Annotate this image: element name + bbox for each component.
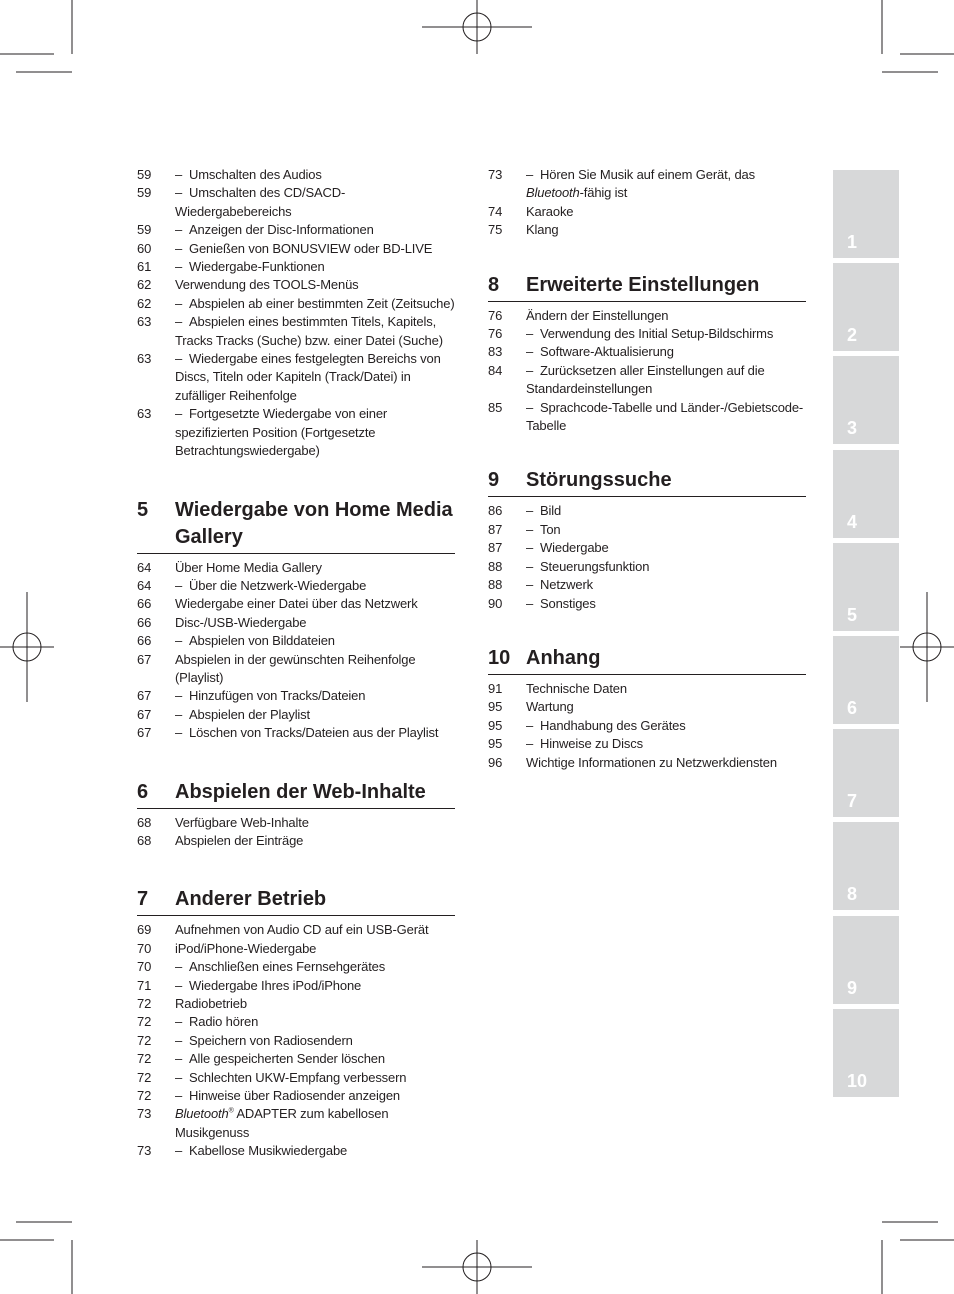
entry-text: – Umschalten des Audios — [175, 166, 455, 184]
dash-marker: – — [175, 1032, 183, 1048]
entry-text: – Hinzufügen von Tracks/Dateien — [175, 687, 455, 705]
dash-marker: – — [175, 351, 183, 367]
entry-text: – Speichern von Radiosendern — [175, 1032, 455, 1050]
chapter-number: 7 — [137, 888, 149, 911]
toc-entry[interactable] — [137, 958, 455, 976]
toc-entry[interactable] — [488, 698, 806, 716]
page-number: 63 — [137, 406, 152, 422]
entry-text: Karaoke — [526, 203, 574, 219]
dash-marker: – — [175, 977, 183, 993]
entry-text: – Abspielen eines bestimmten Titels, Kapitels, Tracks Tracks (Suche) bzw. einer Datei (Suche) — [175, 314, 443, 348]
entry-text: Über Home Media Gallery — [175, 559, 322, 575]
page-number: 73 — [488, 167, 503, 182]
toc-entry[interactable] — [488, 502, 806, 520]
page-number: 72 — [137, 1069, 152, 1085]
page-number: 63 — [137, 351, 152, 367]
entry-text: – Wiedergabe Ihres iPod/iPhone — [175, 977, 455, 995]
page-number: 87 — [488, 540, 503, 556]
page-number: 76 — [488, 307, 503, 323]
toc-entry[interactable] — [137, 977, 455, 995]
toc-entry[interactable] — [137, 1142, 455, 1160]
entry-text: – Steuerungsfunktion — [526, 558, 806, 576]
entry-text: – Sprachcode-Tabelle und Länder-/Gebietscode-Tabelle — [526, 399, 804, 434]
chapter-tab-3[interactable] — [833, 356, 899, 444]
chapter-title: Erweiterte Einstellungen — [526, 273, 760, 296]
chapter-number: 9 — [488, 469, 500, 492]
entry-text: – Kabellose Musikwiedergabe — [175, 1142, 455, 1160]
toc-entry[interactable] — [488, 754, 806, 772]
chapter-number: 8 — [488, 273, 500, 296]
page-number: 63 — [137, 314, 152, 330]
dash-marker: – — [175, 706, 183, 722]
toc-entry[interactable] — [137, 1013, 455, 1031]
dash-marker: – — [175, 1051, 183, 1067]
toc-right-column — [488, 166, 806, 772]
toc-entry[interactable] — [137, 995, 455, 1013]
chapter-tab-2[interactable] — [833, 263, 899, 351]
toc-entry[interactable] — [137, 940, 455, 958]
chapter-heading — [488, 272, 806, 302]
entry-text: – Bild — [526, 502, 806, 520]
page-number: 59 — [137, 222, 152, 238]
page-number: 72 — [137, 996, 152, 1011]
chapter-heading — [137, 497, 455, 554]
toc-entry[interactable] — [137, 921, 455, 939]
entry-text: – Hinweise über Radiosender anzeigen — [175, 1087, 455, 1105]
dash-marker: – — [175, 295, 183, 311]
page-number: 64 — [137, 559, 152, 575]
entry-text: – Ton — [526, 521, 806, 539]
entry-text: – Alle gespeicherten Sender löschen — [175, 1050, 455, 1068]
entry-text: Wichtige Informationen zu Netzwerkdiensten — [526, 754, 777, 770]
page-number: 62 — [137, 295, 152, 311]
dash-marker: – — [175, 1069, 183, 1085]
toc-entry[interactable] — [137, 814, 455, 832]
toc-entry[interactable] — [137, 1105, 455, 1142]
chapter-tab-label: 9 — [847, 977, 858, 998]
chapter-title: Abspielen der Web-Inhalte — [175, 780, 426, 803]
page-number: 67 — [137, 651, 152, 667]
entry-text: – Anzeigen der Disc-Informationen — [175, 221, 455, 239]
chapter-tab-6[interactable] — [833, 636, 899, 724]
entry-text: – Genießen von BONUSVIEW oder BD-LIVE — [175, 240, 455, 258]
entry-text: – Handhabung des Gerätes — [526, 717, 806, 735]
toc-left-column — [137, 166, 455, 1161]
toc-entry[interactable] — [488, 325, 806, 343]
entry-text: Technische Daten — [526, 680, 627, 696]
page-number: 95 — [488, 699, 503, 715]
entry-text: – Schlechten UKW-Empfang verbessern — [175, 1069, 455, 1087]
toc-entry[interactable] — [137, 832, 455, 850]
chapter-number: 5 — [137, 498, 149, 521]
chapter-tab-7[interactable] — [833, 729, 899, 817]
entry-text: – Hören Sie Musik auf einem Gerät, das Bluetooth-fähig ist — [526, 167, 755, 201]
page-number: 83 — [488, 344, 503, 360]
page-number: 72 — [137, 1014, 152, 1030]
dash-marker: – — [175, 725, 183, 741]
chapter-tab-label: 3 — [847, 418, 858, 439]
entry-text: Disc-/USB-Wiedergabe — [175, 614, 307, 630]
entry-text: Radiobetrieb — [175, 996, 247, 1011]
dash-marker: – — [526, 577, 534, 593]
page-number: 70 — [137, 940, 152, 956]
toc-entry[interactable] — [137, 350, 455, 405]
chapter-title: Anderer Betrieb — [175, 888, 327, 911]
entry-text: Klang — [526, 222, 559, 238]
toc-entry[interactable] — [137, 166, 455, 184]
chapter-tab-4[interactable] — [833, 450, 899, 538]
page-number: 66 — [137, 596, 152, 612]
entry-text: – Abspielen der Playlist — [175, 706, 455, 724]
toc-entry[interactable] — [488, 343, 806, 361]
page-number: 72 — [137, 1051, 152, 1067]
toc-entry[interactable] — [488, 595, 806, 613]
dash-marker: – — [175, 314, 183, 330]
page-number: 59 — [137, 185, 152, 201]
page-number: 67 — [137, 706, 152, 722]
dash-marker: – — [526, 326, 534, 342]
entry-text: – Software-Aktualisierung — [526, 343, 806, 361]
page-number: 91 — [488, 680, 503, 696]
page-number: 61 — [137, 259, 152, 275]
page-number: 88 — [488, 577, 503, 593]
page-number: 62 — [137, 277, 152, 293]
entry-text: – Umschalten des CD/SACD-Wiedergabebereichs — [175, 185, 346, 219]
toc-entry[interactable] — [488, 166, 806, 203]
page-number: 86 — [488, 503, 503, 519]
page-number: 96 — [488, 754, 503, 770]
chapter-tab-label: 7 — [847, 791, 858, 812]
entry-text: Ändern der Einstellungen — [526, 307, 669, 323]
page-number: 76 — [488, 326, 503, 342]
toc-entry[interactable] — [488, 203, 806, 221]
toc-entry[interactable] — [488, 307, 806, 325]
dash-marker: – — [526, 344, 534, 360]
toc-entry[interactable] — [488, 576, 806, 594]
page-number: 67 — [137, 725, 152, 741]
dash-marker: – — [526, 521, 534, 537]
toc-entry[interactable] — [137, 614, 455, 632]
chapter-tab-10[interactable] — [833, 1009, 899, 1097]
entry-text: – Wiedergabe-Funktionen — [175, 258, 455, 276]
toc-entry[interactable] — [488, 521, 806, 539]
page-number: 74 — [488, 203, 503, 219]
chapter-number: 10 — [488, 646, 511, 669]
chapter-title: Wiedergabe von Home Media Gallery — [175, 498, 453, 548]
dash-marker: – — [175, 406, 183, 422]
toc-entry[interactable] — [488, 362, 806, 399]
dash-marker: – — [526, 399, 534, 415]
dash-marker: – — [526, 717, 534, 733]
toc-entry[interactable] — [137, 651, 455, 688]
page-number: 73 — [137, 1143, 152, 1159]
dash-marker: – — [175, 688, 183, 704]
toc-entry[interactable] — [137, 595, 455, 613]
toc-entry[interactable] — [488, 680, 806, 698]
page-number: 88 — [488, 558, 503, 574]
entry-text: – Fortgesetzte Wiedergabe von einer spezifizierten Position (Fortgesetzte Betrachtungswiedergabe) — [175, 406, 388, 459]
entry-text: Aufnehmen von Audio CD auf ein USB-Gerät — [175, 922, 429, 938]
toc-entry[interactable] — [137, 1087, 455, 1105]
dash-marker: – — [175, 185, 183, 201]
dash-marker: – — [175, 222, 183, 238]
toc-entry[interactable] — [137, 258, 455, 276]
entry-text: Wartung — [526, 699, 574, 715]
page-number: 59 — [137, 167, 152, 182]
toc-entry[interactable] — [137, 577, 455, 595]
dash-marker: – — [175, 167, 183, 182]
toc-entry[interactable] — [137, 184, 455, 221]
page-number: 60 — [137, 240, 152, 256]
page-number: 72 — [137, 1088, 152, 1104]
toc-entry[interactable] — [137, 1050, 455, 1068]
entry-text: – Zurücksetzen aller Einstellungen auf die Standardeinstellungen — [526, 362, 765, 397]
dash-marker: – — [175, 1088, 183, 1104]
page-number: 66 — [137, 614, 152, 630]
toc-entry[interactable] — [137, 1069, 455, 1087]
toc-entry[interactable] — [488, 717, 806, 735]
page-number: 69 — [137, 922, 152, 938]
entry-text: – Wiedergabe eines festgelegten Bereichs von Discs, Titeln oder Kapiteln (Track/Datei) in zufälliger Reihenfolge — [175, 351, 441, 403]
chapter-heading — [488, 645, 806, 675]
chapter-tab-1[interactable] — [833, 170, 899, 258]
toc-entry[interactable] — [137, 221, 455, 239]
entry-text: – Abspielen ab einer bestimmten Zeit (Zeitsuche) — [175, 295, 455, 313]
entry-text: Verfügbare Web-Inhalte — [175, 814, 309, 830]
page-number: 72 — [137, 1032, 152, 1048]
chapter-tab-5[interactable] — [833, 543, 899, 631]
chapter-title: Störungssuche — [526, 469, 672, 492]
chapter-tab-label: 8 — [847, 884, 858, 905]
page-number: 87 — [488, 521, 503, 537]
entry-text: – Wiedergabe — [526, 539, 806, 557]
page-number: 95 — [488, 736, 503, 752]
toc-entry[interactable] — [488, 558, 806, 576]
page-number: 75 — [488, 222, 503, 238]
chapter-number: 6 — [137, 780, 149, 803]
toc-entry[interactable] — [137, 632, 455, 650]
entry-text: – Abspielen von Bilddateien — [175, 632, 455, 650]
entry-text: Bluetooth® ADAPTER zum kabellosen Musikgenuss — [175, 1106, 389, 1140]
page-number: 67 — [137, 688, 152, 704]
page-number: 71 — [137, 977, 152, 993]
page-number: 84 — [488, 362, 503, 378]
entry-text: – Netzwerk — [526, 576, 806, 594]
entry-text: Abspielen der Einträge — [175, 832, 304, 848]
toc-entry[interactable] — [137, 706, 455, 724]
dash-marker: – — [175, 1014, 183, 1030]
dash-marker: – — [175, 633, 183, 649]
dash-marker: – — [526, 540, 534, 556]
entry-text: Abspielen in der gewünschten Reihenfolge (Playlist) — [175, 651, 416, 685]
toc-entry[interactable] — [137, 724, 455, 742]
dash-marker: – — [526, 167, 534, 182]
entry-text: – Verwendung des Initial Setup-Bildschirms — [526, 325, 806, 343]
toc-entry[interactable] — [488, 735, 806, 753]
dash-marker: – — [175, 259, 183, 275]
toc-entry[interactable] — [137, 240, 455, 258]
page-number: 85 — [488, 399, 503, 415]
dash-marker: – — [526, 558, 534, 574]
entry-text: – Anschließen eines Fernsehgerätes — [175, 958, 455, 976]
chapter-tab-label: 2 — [847, 325, 858, 346]
chapter-tab-label: 4 — [847, 511, 858, 532]
page-number: 73 — [137, 1106, 152, 1122]
dash-marker: – — [175, 577, 183, 593]
page-number: 66 — [137, 633, 152, 649]
entry-text: – Hinweise zu Discs — [526, 735, 806, 753]
page-number: 95 — [488, 717, 503, 733]
dash-marker: – — [526, 503, 534, 519]
page-number: 70 — [137, 959, 152, 975]
chapter-tab-8[interactable] — [833, 822, 899, 910]
dash-marker: – — [175, 1143, 183, 1159]
toc-entry[interactable] — [137, 276, 455, 294]
dash-marker: – — [526, 595, 534, 611]
chapter-heading — [488, 467, 806, 497]
dash-marker: – — [175, 240, 183, 256]
entry-text: – Über die Netzwerk-Wiedergabe — [175, 577, 455, 595]
brand-name: Bluetooth — [526, 185, 580, 201]
toc-entry[interactable] — [137, 405, 455, 460]
page-number: 90 — [488, 595, 503, 611]
toc-entry[interactable] — [488, 399, 806, 436]
dash-marker: – — [175, 959, 183, 975]
dash-marker: – — [526, 362, 534, 378]
entry-text: iPod/iPhone-Wiedergabe — [175, 940, 317, 956]
toc-entry[interactable] — [488, 221, 806, 239]
entry-text: Wiedergabe einer Datei über das Netzwerk — [175, 596, 418, 612]
toc-entry[interactable] — [488, 539, 806, 557]
toc-entry[interactable] — [137, 1032, 455, 1050]
toc-entry[interactable] — [137, 687, 455, 705]
chapter-tab-label: 6 — [847, 698, 858, 718]
chapter-tab-label: 1 — [847, 232, 858, 252]
chapter-tab-9[interactable] — [833, 916, 899, 1004]
entry-text: – Löschen von Tracks/Dateien aus der Playlist — [175, 724, 455, 742]
page-number: 68 — [137, 832, 152, 848]
chapter-heading — [137, 886, 455, 916]
chapter-heading — [137, 779, 455, 809]
chapter-title: Anhang — [526, 646, 601, 669]
entry-text: – Sonstiges — [526, 595, 806, 613]
page-number: 68 — [137, 814, 152, 830]
toc-entry[interactable] — [137, 295, 455, 313]
registered-mark: ® — [228, 1108, 234, 1116]
chapter-tab-label: 5 — [847, 604, 858, 625]
toc-entry[interactable] — [137, 313, 455, 350]
entry-text: Verwendung des TOOLS-Menüs — [175, 277, 359, 293]
page-number: 64 — [137, 577, 152, 593]
entry-text: – Radio hören — [175, 1013, 455, 1031]
dash-marker: – — [526, 736, 534, 752]
chapter-tab-label: 10 — [847, 1070, 868, 1091]
toc-entry[interactable] — [137, 559, 455, 577]
brand-name: Bluetooth — [175, 1106, 229, 1122]
